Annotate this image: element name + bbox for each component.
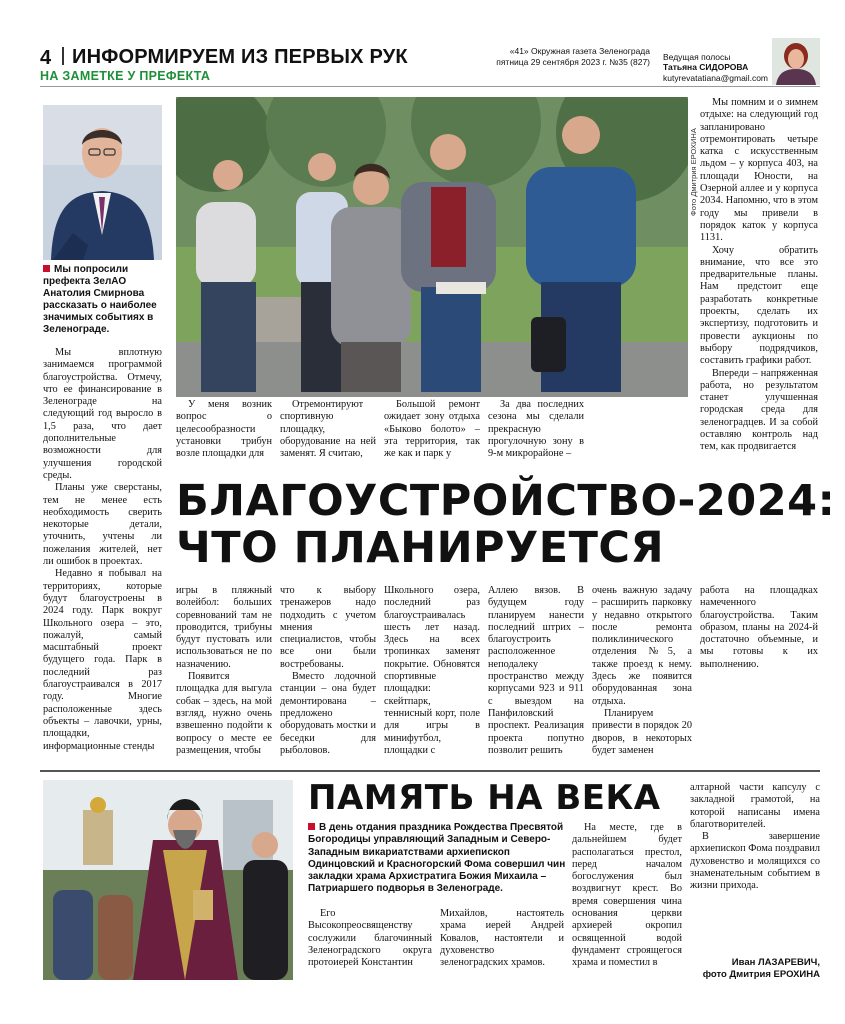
paragraph: что к выбору тренажеров надо подходить с учетом мнения специалистов, чтобы все они были востребованы. <box>280 585 376 670</box>
paper-issue: пятница 29 сентября 2023 г. №35 (827) <box>496 57 650 67</box>
article-column-4-bottom <box>488 585 584 760</box>
article-column-3-bottom <box>384 585 480 760</box>
paragraph: На месте, где в дальнейшем будет располагаться престол, перед началом богослужения был воздвигнут крест. Во время совершения чина основания церкви архиерей окропил освященной водой фундамент строящегося храма и поместил в <box>572 822 682 969</box>
paragraph: Отремонтируют спортивную площадку, оборудование на ней заменят. Я считаю, <box>280 399 376 460</box>
paragraph: Большой ремонт ожидает зону отдыха «Быково болото» – эта территория, так же как и парк у <box>384 399 480 460</box>
header-rule <box>40 86 820 87</box>
paragraph: Мы помним и о зимнем отдыхе: на следующий год запланировано отремонтировать четыре катка с искусственным льдом – у корпуса 403, на площади Юности, на Озерной аллее и у корпуса 2034. Напомню, что в этом году мы привели в порядок каток у корпуса 1131. <box>700 97 818 244</box>
bullet-square-icon <box>43 265 50 272</box>
editor-first-name: Татьяна <box>663 62 697 72</box>
article-column-1-bottom <box>176 585 272 760</box>
article2-lead <box>308 822 570 896</box>
headline-line-1: БЛАГОУСТРОЙСТВО-2024: <box>176 476 836 526</box>
editor-info <box>663 52 768 72</box>
paper-info <box>470 46 650 68</box>
header-divider <box>62 47 64 65</box>
paragraph: Аллею вязов. В будущем году планируем нанести последний штрих – благоустроить расположенное неподалеку пространство между корпусами 923 и 911 с выездом на Панфиловский проспект. Реализация проекта попутно позволит решить <box>488 585 584 756</box>
paragraph: У меня возник вопрос о целесообразности установки трибун возле площадки для <box>176 399 272 460</box>
headline-line-2: ЧТО ПЛАНИРУЕТСЯ <box>176 523 665 573</box>
ceremony-photo <box>43 780 293 980</box>
article-headline <box>176 476 836 573</box>
section-divider <box>40 770 820 772</box>
main-photo <box>176 97 688 397</box>
article-column-4b-bottom <box>592 585 692 760</box>
prefect-photo <box>43 105 162 260</box>
article-column-left <box>43 347 162 760</box>
paragraph: Появится площадка для выгула собак – здесь, на мой взгляд, нужно очень взвешенно подойти к вопросу о месте ее размещения, чтобы <box>176 671 272 756</box>
article-column-1-top <box>176 399 272 461</box>
paragraph: Недавно я побывал на территориях, которые будут благоустроены в 2024 году. Парк вокруг Школьного озера – это, пожалуй, самый масштабный проект будущего года. Парк в последний раз благоустраивался в 2017 году. Многие расположенные здесь объекты – лавочки, урны, площадки, информационные стенды <box>43 568 162 752</box>
paragraph: Впереди – напряженная работа, но результатом станет улучшенная городская среда для зеленоградцев. И за собой оставляю контроль над тем, как продвигается <box>700 367 818 453</box>
photo-signature: фото Дмитрия ЕРОХИНА <box>702 969 820 980</box>
article2-column-b <box>440 908 564 980</box>
paragraph: Его Высокопреосвященству сослужили благочинный Зеленоградского округа протоиерей Константин <box>308 908 432 969</box>
section-title: ИНФОРМИРУЕМ ИЗ ПЕРВЫХ РУК <box>72 46 408 68</box>
article2-lead-text: В день отдания праздника Рождества Пресвятой Богородицы управляющий Западным и Северо-Западным викариатствами архиепископ Одинцовский и Красногорский Фома совершил чин закладки храма Архистратига Божия Михаила – Патриаршего подворья в Зеленограде. <box>308 822 566 895</box>
paragraph: Мы вплотную занимаемся программой благоустройства. Отмечу, что ее финансирование в Зеленограде на следующий год выросло в 1,5 раза, что дает дополнительные возможности для улучшения городской среды. <box>43 347 162 481</box>
editor-photo <box>772 38 820 85</box>
prefect-caption <box>43 264 163 336</box>
paragraph: алтарной части капсулу с закладной грамотой, на которой написаны имена благотворителей. <box>690 782 820 830</box>
article-column-5-bottom <box>700 585 818 760</box>
paragraph: В завершение архиепископ Фома поздравил духовенство и молящихся со знаменательным событием в жизни прихода. <box>690 831 820 892</box>
author-signature: Иван ЛАЗАРЕВИЧ, <box>731 957 820 968</box>
article-column-2-bottom <box>280 585 376 760</box>
article2-column-d <box>690 782 820 954</box>
paragraph: Вместо лодочной станции – она будет демонтирована – предложено оборудовать мостки и беседки для рыболовов. <box>280 671 376 756</box>
paragraph: Планируем привести в порядок 20 дворов, в некоторых будет заменен <box>592 707 692 756</box>
editor-role: Ведущая полосы <box>663 52 731 62</box>
paragraph: Планы уже сверстаны, тем не менее есть необходимость сверить некоторые детали, уточнить, учтены ли пожелания жителей, нет ли ошибок в проектах. <box>43 482 162 568</box>
editor-last-name: СИДОРОВА <box>699 62 749 72</box>
article2-headline: ПАМЯТЬ НА ВЕКА <box>308 778 661 818</box>
article-column-4 <box>488 399 584 461</box>
article-column-2-top <box>280 399 376 461</box>
article-column-5 <box>700 97 818 460</box>
paragraph: игры в пляжный волейбол: больших соревнований там не проводится, трибуны будут пустовать или использоваться не по назначению. <box>176 585 272 670</box>
paragraph: Хочу обратить внимание, что все это предварительные планы. Нам предстоит еще разработать конкретные проекты, сделать их экспертизу, подготовить и провести аукционы по выбору подрядчиков, составить графики работ. <box>700 244 818 367</box>
editor-email[interactable]: kutyrevatatiana@gmail.com <box>663 73 769 83</box>
paragraph: работа на площадках намеченного благоустройства. Таким образом, планы на 2024-й достаточно объемные, и мы готовы к их выполнению. <box>700 585 818 670</box>
photo-credit: Фото Дмитрия ЕРОХИНА <box>689 128 698 216</box>
paragraph: За два последних сезона мы сделали прекрасную прогулочную зону в 9-м микрорайоне – <box>488 399 584 460</box>
article-column-3 <box>384 399 480 461</box>
bullet-square-icon <box>308 823 315 830</box>
article2-column-c <box>572 822 682 980</box>
prefect-caption-text: Мы попросили префекта ЗелАО Анатолия Смирнова рассказать о наиболее значимых событиях в Зеленограде. <box>43 264 157 335</box>
paragraph: очень важную задачу – расширить парковку у недавно открытого после ремонта поликлинического отделения №5, а также проезд к нему. Здесь же появится оборудованная зона отдыха. <box>592 585 692 707</box>
subsection-title: НА ЗАМЕТКЕ У ПРЕФЕКТА <box>40 69 211 83</box>
page-number: 4 <box>40 47 52 69</box>
paper-name: «41» Окружная газета Зеленограда <box>509 46 650 56</box>
article2-column-a <box>308 908 432 980</box>
paragraph: Школьного озера, последний раз благоустраивалась шесть лет назад. Здесь на всех тропинках заменят покрытие. Обновятся спортивные площадки: скейтпарк, теннисный корт, поле для игры в минифутбол, площадки с <box>384 585 480 756</box>
paragraph: Михайлов, настоятель храма иерей Андрей Ковалов, настоятели и духовенство зеленоградских храмов. <box>440 908 564 969</box>
